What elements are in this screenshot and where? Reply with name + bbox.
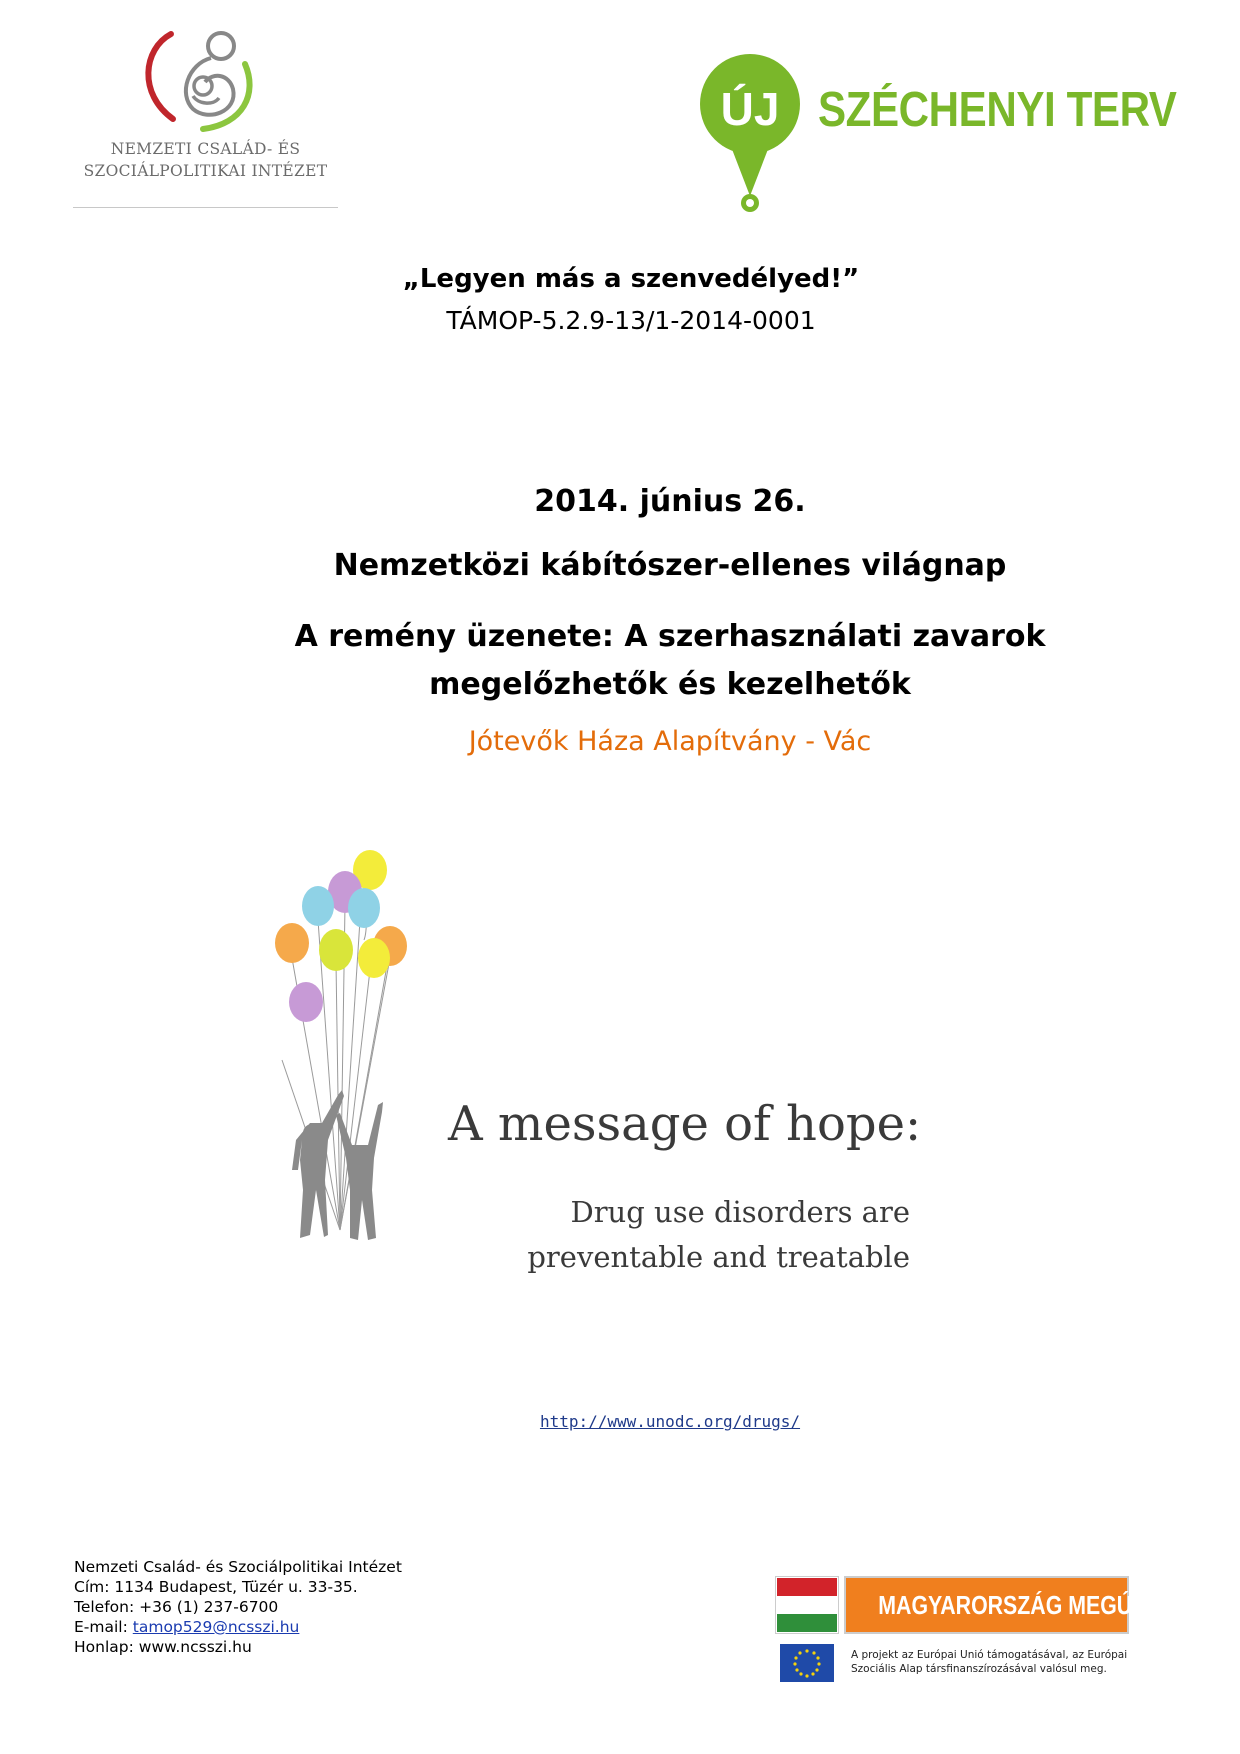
eu-note-line2: Szociális Alap társfinanszírozásával valósul meg. [851,1663,1107,1675]
hungarian-flag-icon [775,1576,839,1634]
ncsszi-name-line2: SZOCIÁLPOLITIKAI INTÉZET [83,162,328,180]
eu-note-line1: A projekt az Európai Unió támogatásával, az Európai [851,1649,1128,1661]
eu-flag-icon [780,1644,834,1682]
footer-email [74,1617,402,1637]
organization-name: Jótevők Háza Alapítvány - Vác [468,726,872,757]
hope-poster [270,840,922,1290]
footer-address [74,1577,402,1597]
uj-badge: ÚJ [720,83,780,135]
phone-value: +36 (1) 237-6700 [139,1598,279,1616]
email-link[interactable]: tamop529@ncsszi.hu [132,1618,300,1636]
poster-subtitle [527,1190,910,1280]
email-label: E-mail: [74,1618,128,1636]
footer-phone [74,1597,402,1617]
day-title: Nemzetközi kábítószer-ellenes világnap [333,548,1007,583]
phone-label: Telefon: [74,1598,135,1616]
unodc-link[interactable]: http://www.unodc.org/drugs/ [539,1412,801,1431]
szechenyi-wordmark: SZÉCHENYI TERV [818,83,1177,137]
theme-title: A remény üzenete: A szerhasználati zavarok megelőzhetők és kezelhetők [294,619,1046,702]
web-value: www.ncsszi.hu [138,1638,252,1656]
footer-contact [74,1557,402,1657]
megujul-banner-text: MAGYARORSZÁG MEGÚJUL [878,1590,1173,1620]
balloons-and-children-illustration [270,840,470,1290]
address-label: Cím: [74,1578,110,1596]
project-code: TÁMOP-5.2.9-13/1-2014-0001 [446,306,816,335]
ncsszi-name-line1: NEMZETI CSALÁD- ÉS [110,140,301,158]
footer-org: Nemzeti Család- és Szociálpolitikai Intézet [74,1558,402,1576]
footer-web [74,1637,402,1657]
slogan: „Legyen más a szenvedélyed!” [402,264,860,294]
web-label: Honlap: [74,1638,134,1656]
unodc-link-line [0,1412,1240,1431]
megujul-banner [844,1576,1173,1634]
szechenyi-terv-logo [700,46,1200,216]
poster-subtitle-line1: Drug use disorders are [570,1195,910,1229]
family-emblem-icon [133,24,273,134]
event-date: 2014. június 26. [534,484,806,519]
magyarorszag-megujul-logo [775,1572,1173,1687]
logo-divider [73,207,338,208]
poster-subtitle-line2: preventable and treatable [527,1240,910,1274]
address-value: 1134 Budapest, Tüzér u. 33-35. [114,1578,358,1596]
eu-funding-note [851,1648,1136,1676]
ncsszi-logo [73,24,338,210]
poster-headline: A message of hope: [448,1096,922,1152]
